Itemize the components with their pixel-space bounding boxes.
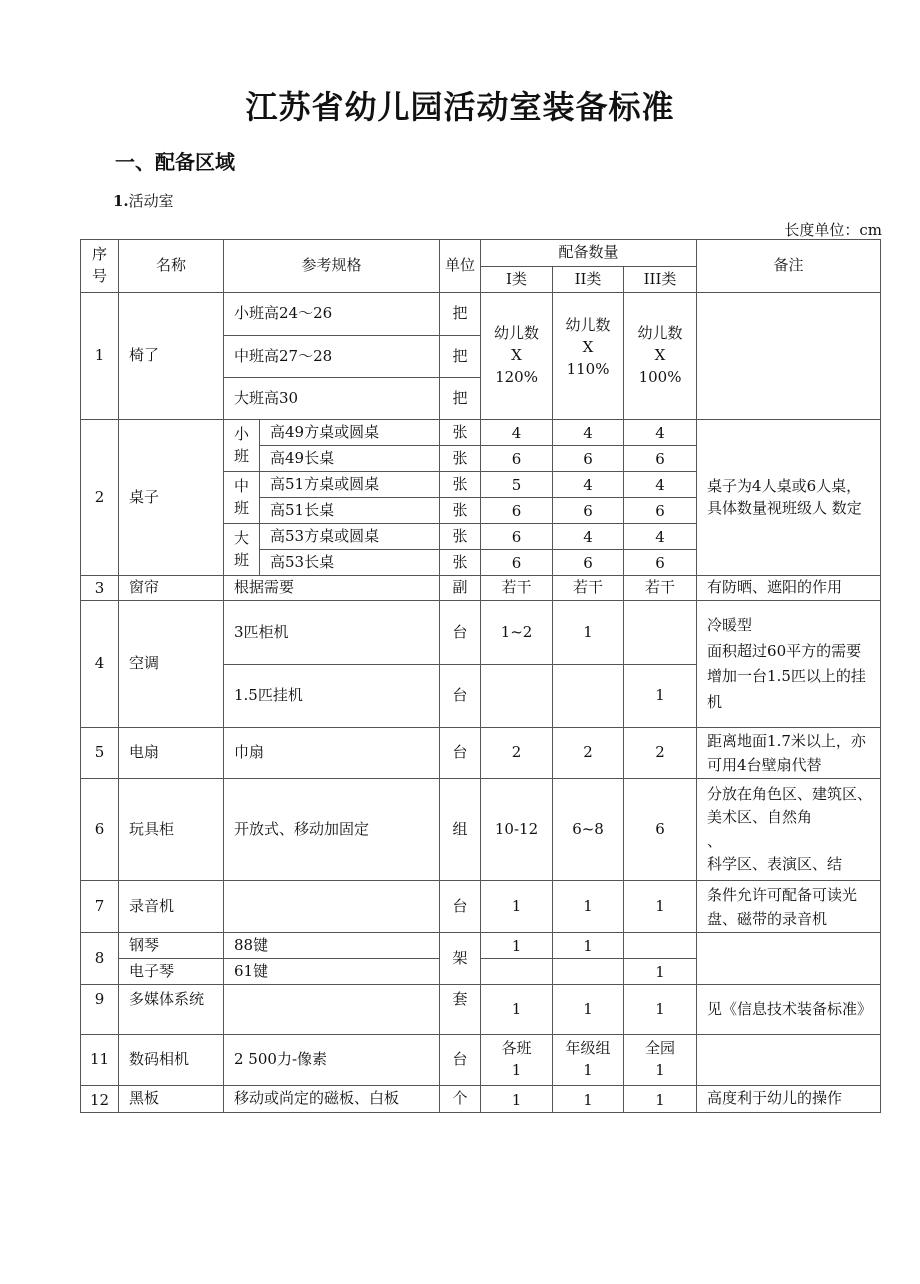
row-seq: 8 — [81, 933, 119, 985]
row-note: 分放在角色区、建筑区、美术区、自然角 、 科学区、表演区、结 — [697, 779, 881, 881]
row-qty-2: 4 — [553, 420, 624, 446]
row-qty-3: 1 — [624, 959, 697, 985]
row-spec — [224, 985, 440, 1035]
row-qty-3: 1 — [624, 1086, 697, 1113]
row-spec — [224, 881, 440, 933]
row-qty-3: 4 — [624, 472, 697, 498]
row-spec: 小班高24～26 — [224, 293, 440, 336]
row-qty-1: 1 — [481, 881, 553, 933]
table-row — [81, 881, 881, 933]
row-qty-1: 1 — [481, 933, 553, 959]
row-spec: 高53长桌 — [260, 550, 440, 576]
header-note: 备注 — [697, 240, 881, 293]
row-spec: 高53方桌或圆桌 — [260, 524, 440, 550]
row-seq: 9 — [81, 985, 119, 1035]
row-qty-3: 6 — [624, 498, 697, 524]
row-qty-1: 各班 1 — [481, 1035, 553, 1086]
row-name: 电扇 — [119, 728, 224, 779]
table-row — [81, 779, 881, 881]
row-qty-3: 4 — [624, 524, 697, 550]
row-seq: 1 — [81, 293, 119, 420]
header-qty: 配备数量 — [481, 240, 697, 267]
row-spec: 88键 — [224, 933, 440, 959]
grade-label: 中 班 — [224, 472, 260, 524]
row-note — [697, 1035, 881, 1086]
row-note: 高度利于幼儿的操作 — [697, 1086, 881, 1113]
row-name: 空调 — [119, 601, 224, 728]
row-qty-1: 10-12 — [481, 779, 553, 881]
header-seq: 序号 — [81, 240, 119, 293]
row-seq: 11 — [81, 1035, 119, 1086]
row-unit: 把 — [440, 378, 481, 420]
row-qty-2: 6 — [553, 550, 624, 576]
table-row — [81, 985, 881, 1035]
row-spec: 3匹柜机 — [224, 601, 440, 665]
row-qty-1: 6 — [481, 550, 553, 576]
row-qty-1: 6 — [481, 524, 553, 550]
row-spec: 中班高27～28 — [224, 336, 440, 378]
row-note: 有防晒、遮阳的作用 — [697, 576, 881, 601]
row-note: 冷暖型 面积超过60平方的需要增加一台1.5匹以上的挂机 — [697, 601, 881, 728]
subsection-number: 1. — [113, 192, 129, 210]
row-qty-2: 年级组 1 — [553, 1035, 624, 1086]
row-qty-2: 1 — [553, 985, 624, 1035]
row-qty-2: 1 — [553, 933, 624, 959]
row-spec: 大班高30 — [224, 378, 440, 420]
header-name: 名称 — [119, 240, 224, 293]
row-qty-2: 6~8 — [553, 779, 624, 881]
table-row — [81, 293, 881, 336]
row-unit: 台 — [440, 601, 481, 665]
table-row — [81, 601, 881, 665]
subsection-text: 活动室 — [128, 192, 174, 210]
row-qty-2: 1 — [553, 881, 624, 933]
row-unit: 张 — [440, 472, 481, 498]
row-qty-3: 1 — [624, 985, 697, 1035]
row-unit: 架 — [440, 933, 481, 985]
header-row-1 — [81, 240, 881, 267]
row-name: 玩具柜 — [119, 779, 224, 881]
row-spec: 开放式、移动加固定 — [224, 779, 440, 881]
subsection-heading — [113, 190, 174, 211]
row-note: 条件允许可配备可读光盘、磁带的录音机 — [697, 881, 881, 933]
row-qty-1: 1~2 — [481, 601, 553, 665]
row-qty-2: 若干 — [553, 576, 624, 601]
header-class-3: III类 — [624, 267, 697, 293]
table-row — [81, 420, 881, 446]
row-qty-2: 1 — [553, 1086, 624, 1113]
row-qty-1: 6 — [481, 498, 553, 524]
row-name: 录音机 — [119, 881, 224, 933]
row-unit: 副 — [440, 576, 481, 601]
row-qty-3: 全园 1 — [624, 1035, 697, 1086]
row-name: 桌子 — [119, 420, 224, 576]
row-qty-2 — [553, 665, 624, 728]
row-qty-1: 1 — [481, 985, 553, 1035]
row-seq: 2 — [81, 420, 119, 576]
row-note: 距离地面1.7米以上，亦可用4台壁扇代替 — [697, 728, 881, 779]
row-name: 椅了 — [119, 293, 224, 420]
table-row — [81, 1086, 881, 1113]
row-qty-2: 1 — [553, 601, 624, 665]
row-name: 数码相机 — [119, 1035, 224, 1086]
row-unit: 台 — [440, 665, 481, 728]
header-class-1: I类 — [481, 267, 553, 293]
row-unit: 张 — [440, 550, 481, 576]
row-qty-1: 2 — [481, 728, 553, 779]
row-qty-2: 2 — [553, 728, 624, 779]
row-note: 桌子为4人桌或6人桌，具体数量视班级人 数定 — [697, 420, 881, 576]
row-spec: 根据需要 — [224, 576, 440, 601]
row-name: 窗帘 — [119, 576, 224, 601]
row-seq: 12 — [81, 1086, 119, 1113]
row-qty-2 — [553, 959, 624, 985]
table-row — [81, 933, 881, 959]
row-seq: 3 — [81, 576, 119, 601]
row-qty-3 — [624, 933, 697, 959]
row-unit: 张 — [440, 524, 481, 550]
row-unit: 套 — [440, 985, 481, 1035]
header-class-2: II类 — [553, 267, 624, 293]
section-heading: 一、配备区域 — [115, 150, 235, 174]
row-spec: 巾扇 — [224, 728, 440, 779]
row-note — [697, 293, 881, 420]
grade-label: 大 班 — [224, 524, 260, 576]
row-qty-1 — [481, 959, 553, 985]
row-qty-2: 4 — [553, 524, 624, 550]
row-qty-2: 4 — [553, 472, 624, 498]
row-qty-2: 幼儿数 X 110% — [553, 293, 624, 420]
row-qty-1: 1 — [481, 1086, 553, 1113]
row-unit: 台 — [440, 1035, 481, 1086]
row-qty-3: 6 — [624, 446, 697, 472]
row-qty-2: 6 — [553, 498, 624, 524]
row-name: 电子琴 — [119, 959, 224, 985]
row-qty-3: 4 — [624, 420, 697, 446]
row-note: 见《信息技术装备标准》 — [697, 985, 881, 1035]
row-spec: 61键 — [224, 959, 440, 985]
row-qty-3: 6 — [624, 550, 697, 576]
row-unit: 张 — [440, 498, 481, 524]
row-qty-1: 6 — [481, 446, 553, 472]
row-unit: 组 — [440, 779, 481, 881]
row-name: 多媒体系统 — [119, 985, 224, 1035]
row-seq: 5 — [81, 728, 119, 779]
unit-label: 长度单位：cm — [784, 221, 882, 239]
row-unit: 台 — [440, 728, 481, 779]
row-spec: 移动或尚定的磁板、白板 — [224, 1086, 440, 1113]
row-seq: 6 — [81, 779, 119, 881]
row-qty-1: 若干 — [481, 576, 553, 601]
row-qty-1: 幼儿数 X 120% — [481, 293, 553, 420]
row-spec: 高49方桌或圆桌 — [260, 420, 440, 446]
header-unit: 单位 — [440, 240, 481, 293]
page-title: 江苏省幼儿园活动室装备标准 — [245, 88, 675, 126]
row-unit: 张 — [440, 446, 481, 472]
row-qty-2: 6 — [553, 446, 624, 472]
grade-label: 小 班 — [224, 420, 260, 472]
row-note — [697, 933, 881, 985]
table-row — [81, 1035, 881, 1086]
row-spec: 2 500力-像素 — [224, 1035, 440, 1086]
row-qty-1: 5 — [481, 472, 553, 498]
row-unit: 把 — [440, 336, 481, 378]
row-qty-1: 4 — [481, 420, 553, 446]
row-qty-3: 1 — [624, 665, 697, 728]
row-unit: 张 — [440, 420, 481, 446]
row-seq: 7 — [81, 881, 119, 933]
row-name: 黑板 — [119, 1086, 224, 1113]
row-qty-3: 若干 — [624, 576, 697, 601]
row-spec: 高51长桌 — [260, 498, 440, 524]
row-unit: 把 — [440, 293, 481, 336]
row-qty-1 — [481, 665, 553, 728]
row-seq: 4 — [81, 601, 119, 728]
row-qty-3: 幼儿数 X 100% — [624, 293, 697, 420]
table-row — [81, 728, 881, 779]
equipment-table — [80, 239, 881, 1113]
row-qty-3: 1 — [624, 881, 697, 933]
row-qty-3: 6 — [624, 779, 697, 881]
table-row — [81, 576, 881, 601]
row-qty-3: 2 — [624, 728, 697, 779]
row-unit: 个 — [440, 1086, 481, 1113]
row-spec: 高51方桌或圆桌 — [260, 472, 440, 498]
row-spec: 高49长桌 — [260, 446, 440, 472]
row-qty-3 — [624, 601, 697, 665]
row-name: 钢琴 — [119, 933, 224, 959]
row-spec: 1.5匹挂机 — [224, 665, 440, 728]
row-unit: 台 — [440, 881, 481, 933]
header-spec: 参考规格 — [224, 240, 440, 293]
